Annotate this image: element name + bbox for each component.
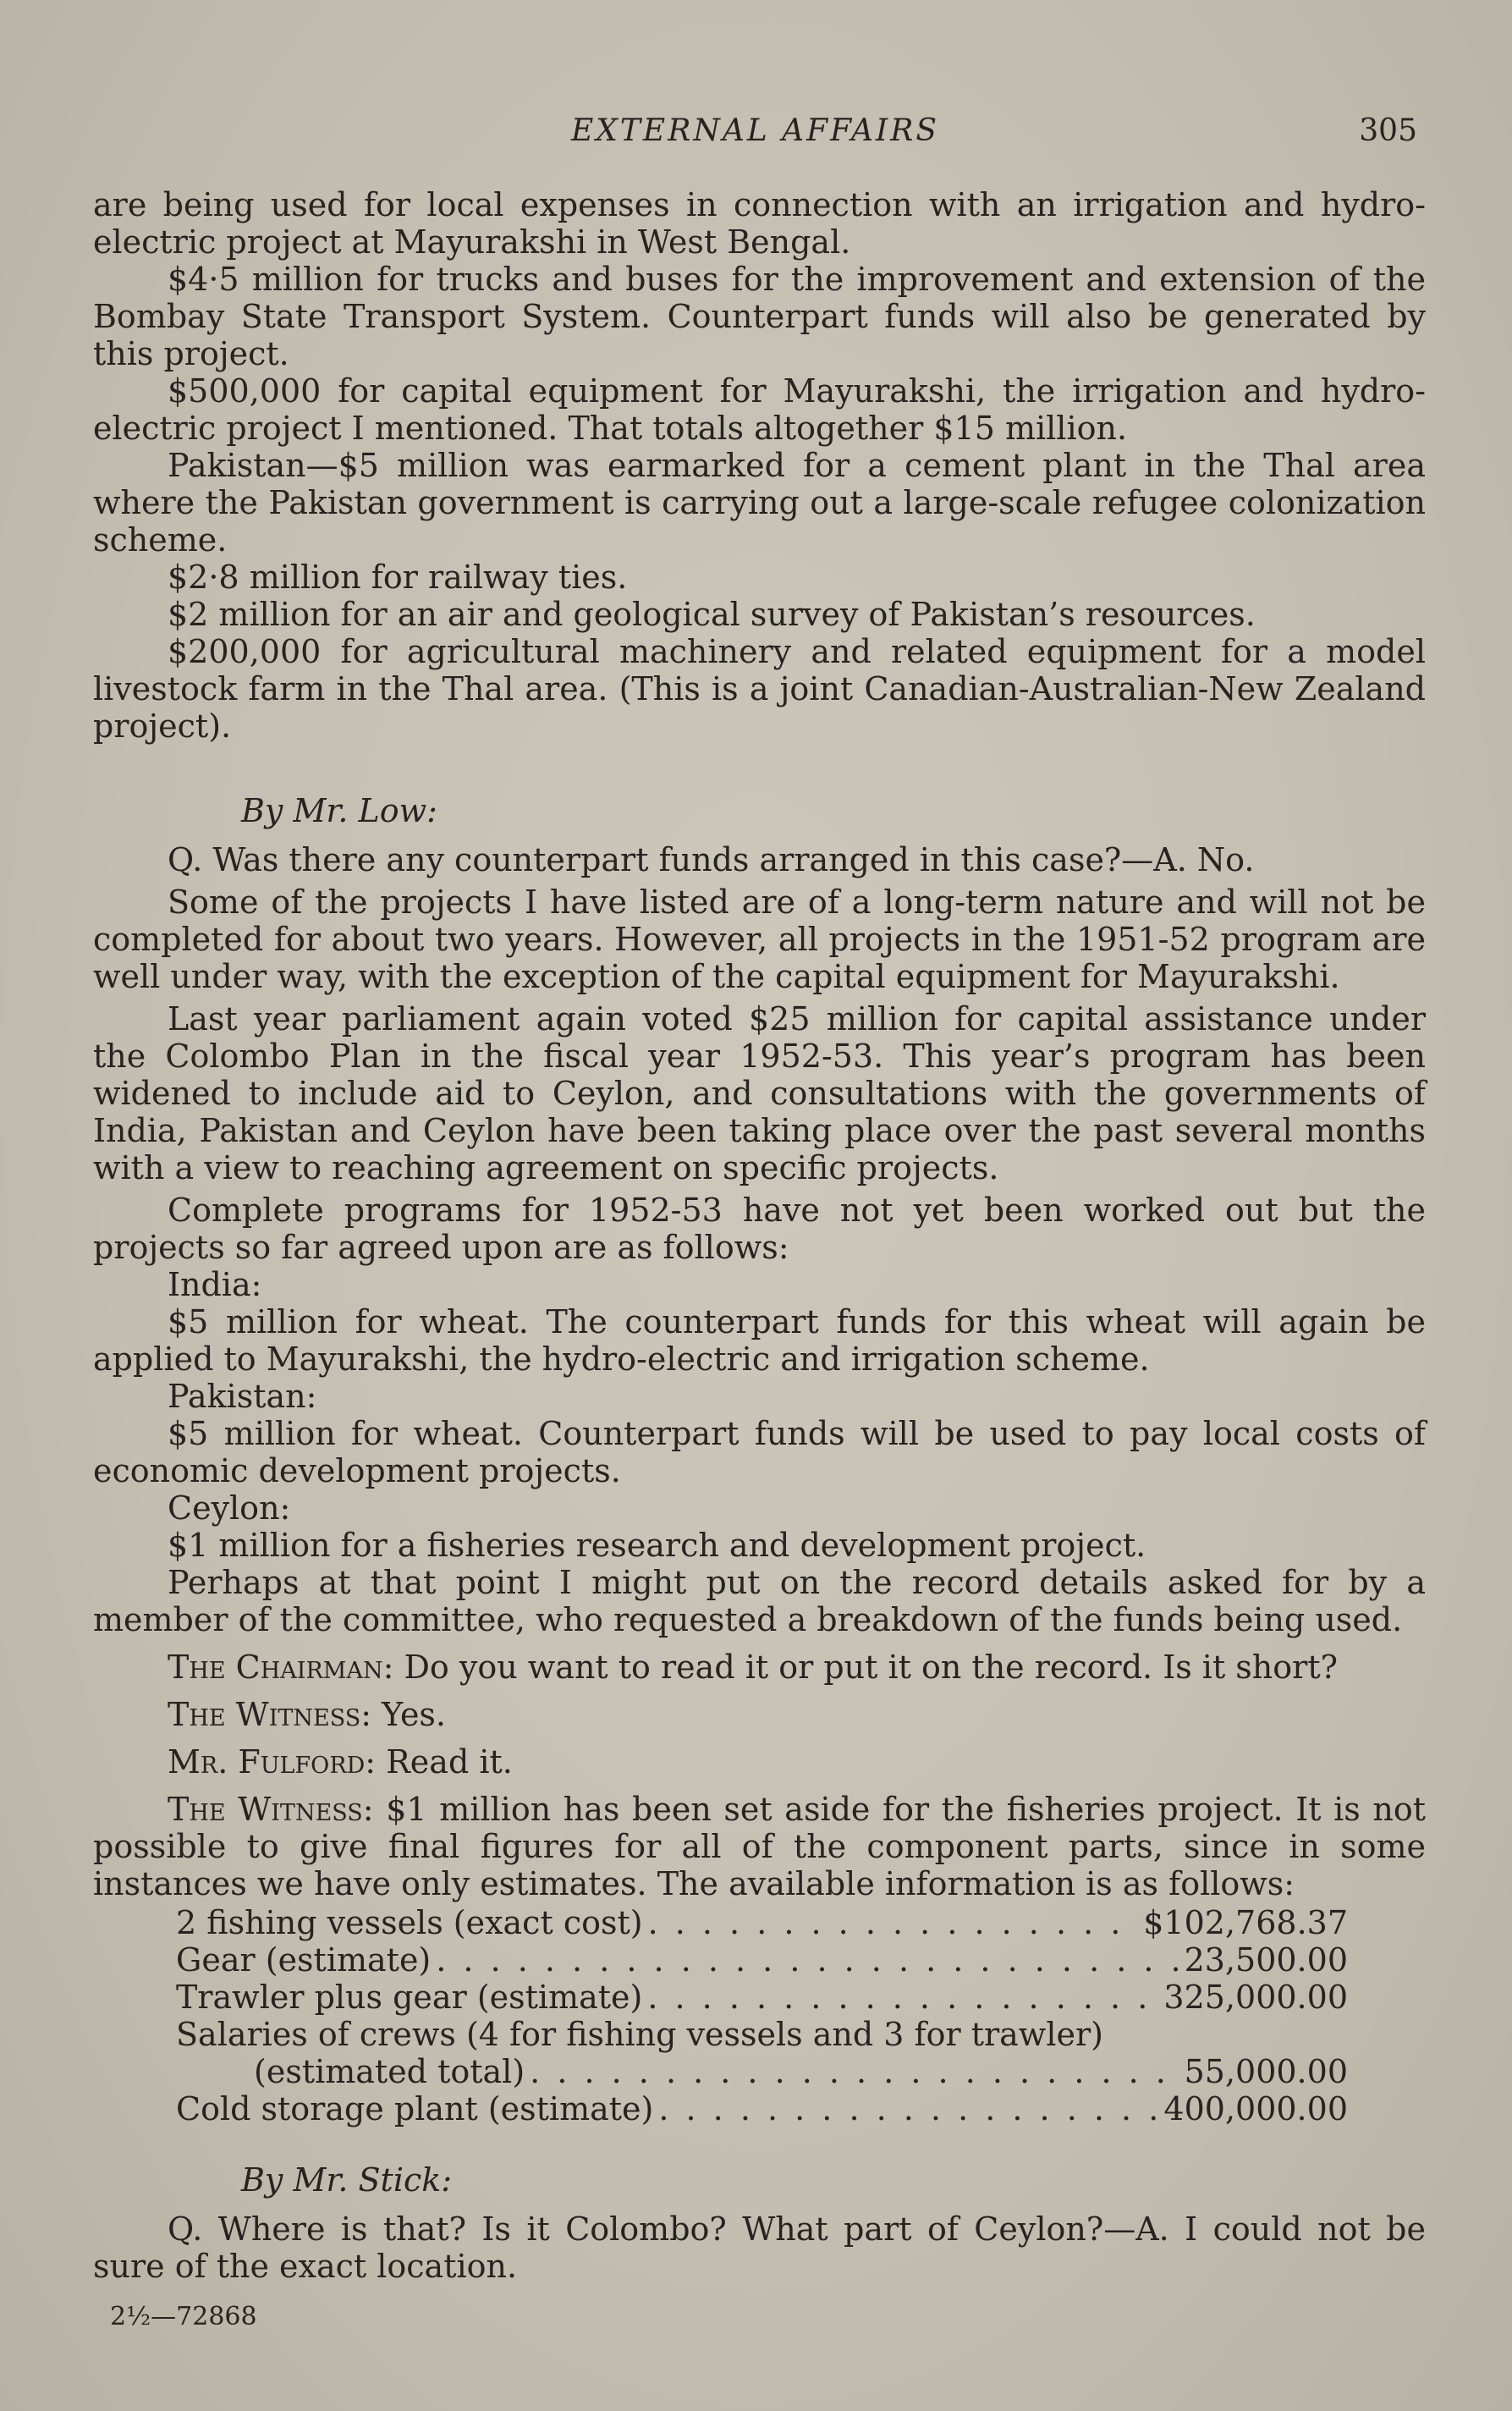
cost-row xyxy=(176,2016,1426,2053)
dot-leader xyxy=(530,2053,1179,2090)
dialogue-text: Do you want to read it or put it on the record. Is it short? xyxy=(393,1649,1338,1686)
paragraph: $5 million for wheat. Counterpart funds will be used to pay local costs of economic development projects. xyxy=(93,1415,1426,1489)
dialogue-line xyxy=(93,1743,1426,1781)
cost-label: Cold storage plant (estimate) xyxy=(176,2090,654,2128)
dot-leader xyxy=(648,1904,1139,1941)
dialogue-text: Yes. xyxy=(371,1696,447,1733)
dialogue-text: Read it. xyxy=(376,1743,513,1781)
paragraph: Last year parliament again voted $25 million for capital assistance under the Colombo Plan in the fiscal year 1952-53. This year’s program has been widened to include aid to Ceylon, and consultations with the governments of India, Pakistan and Ceylon have been taking place over the past several months with a view to reaching agreement on specific projects. xyxy=(93,1000,1426,1186)
page-number: 305 xyxy=(1359,113,1417,148)
country-label: Ceylon: xyxy=(168,1489,291,1527)
paragraph: Complete programs for 1952-53 have not yet been worked out but the projects so far agreed upon are as follows: xyxy=(93,1192,1426,1266)
speaker-name: The Witness: xyxy=(168,1791,374,1828)
dialogue-text: $1 million has been set aside for the fisheries project. It is not possible to give final figures for all of the component parts, since in some instances we have only estimates. The available information is as follows: xyxy=(93,1791,1426,1902)
cost-amount: 325,000.00 xyxy=(1163,1979,1348,2016)
paragraph: Pakistan—$5 million was earmarked for a cement plant in the Thal area where the Pakistan government is carrying out a large-scale refugee colonization scheme. xyxy=(93,447,1426,559)
cost-label: Salaries of crews (4 for fishing vessels and 3 for trawler) xyxy=(176,2016,1103,2053)
speaker-name: The Witness: xyxy=(168,1696,372,1733)
country-label: India: xyxy=(168,1266,262,1303)
paragraph: $1 million for a fisheries research and development project. xyxy=(168,1527,1146,1564)
cost-amount: 400,000.00 xyxy=(1163,2090,1348,2128)
dot-leader xyxy=(436,1941,1179,1979)
speaker-name: The Chairman: xyxy=(168,1649,394,1686)
page-header xyxy=(93,113,1417,161)
page-body xyxy=(93,186,1426,2285)
country-label: Pakistan: xyxy=(168,1378,317,1415)
cost-row xyxy=(176,1904,1348,1941)
section-subhead: By Mr. Stick: xyxy=(241,2161,453,2199)
paragraph: Some of the projects I have listed are of a long-term nature and will not be completed for about two years. However, all projects in the 1951-52 program are well under way, with the exception of the capital equipment for Mayurakshi. xyxy=(93,883,1426,995)
section-subhead: By Mr. Low: xyxy=(241,792,437,829)
cost-breakdown xyxy=(93,1904,1426,2128)
paragraph: Perhaps at that point I might put on the record details asked for by a member of the committee, who requested a breakdown of the funds being used. xyxy=(93,1564,1426,1638)
dialogue-line xyxy=(93,1649,1426,1686)
speaker-name: Mr. Fulford: xyxy=(168,1743,377,1781)
question-answer: Q. Where is that? Is it Colombo? What part of Ceylon?—A. I could not be sure of the exact location. xyxy=(93,2210,1426,2285)
cost-row xyxy=(176,1941,1348,1979)
printer-code: 2½—72868 xyxy=(110,2302,257,2331)
dialogue-line xyxy=(93,1791,1426,1902)
cost-row xyxy=(254,2053,1348,2090)
cost-amount: 23,500.00 xyxy=(1184,1941,1348,1979)
paragraph: $2·8 million for railway ties. xyxy=(168,559,628,596)
cost-label: Trawler plus gear (estimate) xyxy=(176,1979,643,2016)
cost-label: 2 fishing vessels (exact cost) xyxy=(176,1904,643,1941)
cost-amount: 55,000.00 xyxy=(1184,2053,1348,2090)
running-title: EXTERNAL AFFAIRS xyxy=(571,113,939,148)
paragraph: $4·5 million for trucks and buses for the improvement and extension of the Bombay State Transport System. Counterpart funds will also be generated by this project. xyxy=(93,261,1426,372)
paragraph: $5 million for wheat. The counterpart funds for this wheat will again be applied to Mayurakshi, the hydro-electric and irrigation scheme. xyxy=(93,1303,1426,1378)
paragraph: $500,000 for capital equipment for Mayurakshi, the irrigation and hydro-electric project I mentioned. That totals altogether $15 million. xyxy=(93,372,1426,447)
cost-amount: $102,768.37 xyxy=(1143,1904,1348,1941)
paragraph: are being used for local expenses in connection with an irrigation and hydro-electric project at Mayurakshi in West Bengal. xyxy=(93,186,1426,261)
paragraph: $200,000 for agricultural machinery and related equipment for a model livestock farm in the Thal area. (This is a joint Canadian-Australian-New Zealand project). xyxy=(93,633,1426,745)
dot-leader xyxy=(658,2090,1158,2128)
paragraph: $2 million for an air and geological survey of Pakistan’s resources. xyxy=(168,596,1256,633)
cost-row xyxy=(176,1979,1348,2016)
cost-label: (estimated total) xyxy=(254,2053,525,2090)
cost-row xyxy=(176,2090,1348,2128)
question-answer: Q. Was there any counterpart funds arranged in this case?—A. No. xyxy=(168,841,1255,878)
cost-label: Gear (estimate) xyxy=(176,1941,432,1979)
dialogue-line xyxy=(93,1696,1426,1733)
dot-leader xyxy=(647,1979,1158,2016)
